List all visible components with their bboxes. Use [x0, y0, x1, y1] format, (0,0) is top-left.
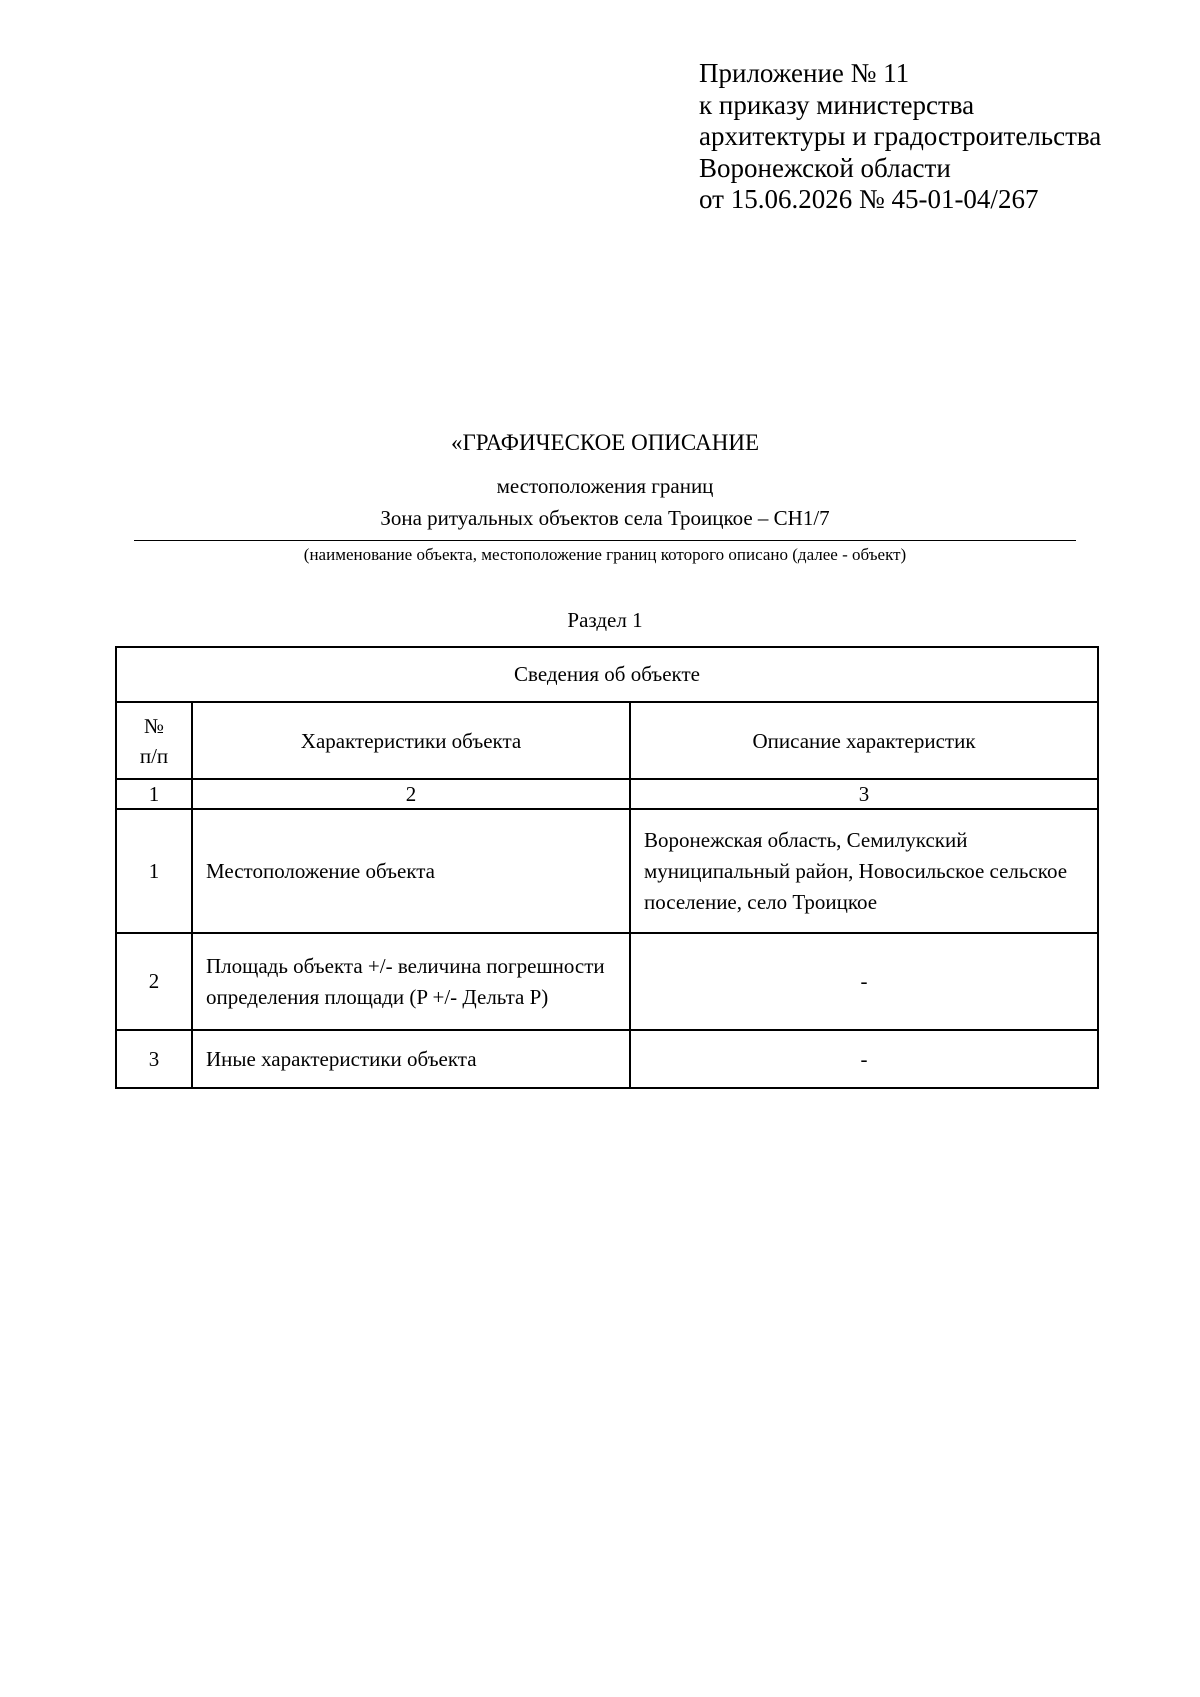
appendix-line: Воронежской области: [699, 152, 951, 183]
column-number: 1: [116, 779, 192, 809]
column-header-number: № п/п: [116, 702, 192, 779]
row-number: 2: [116, 933, 192, 1030]
table-row: [116, 933, 1098, 1030]
document-subtitle: местоположения границ: [496, 474, 714, 498]
table-row: [116, 1030, 1098, 1088]
table-row: [116, 809, 1098, 933]
column-number: 3: [630, 779, 1098, 809]
table-heading: Сведения об объекте: [116, 647, 1098, 702]
appendix-header: [699, 58, 1101, 216]
table-heading-row: [116, 647, 1098, 702]
row-number: 1: [116, 809, 192, 933]
appendix-line: от 15.06.2026 № 45-01-04/267: [699, 184, 1039, 214]
column-header-characteristic: Характеристики объекта: [192, 702, 630, 779]
object-name-underline: [134, 540, 1076, 541]
row-characteristic: Площадь объекта +/- величина погрешности определения площади (P +/- Дельта P): [192, 933, 630, 1030]
document-title: «ГРАФИЧЕСКОЕ ОПИСАНИЕ: [450, 430, 759, 455]
table-header-row: [116, 702, 1098, 779]
row-characteristic: Иные характеристики объекта: [192, 1030, 630, 1088]
column-header-description: Описание характеристик: [630, 702, 1098, 779]
row-description: -: [630, 1030, 1098, 1088]
row-description: Воронежская область, Семилукский муниципальный район, Новосильское сельское поселение, село Троицкое: [630, 809, 1098, 933]
appendix-line: архитектуры и градостроительства: [699, 121, 1102, 151]
row-description: -: [630, 933, 1098, 1030]
object-name: Зона ритуальных объектов села Троицкое – СН1/7: [380, 506, 830, 530]
column-number: 2: [192, 779, 630, 809]
object-info-table: [115, 646, 1099, 1089]
object-caption: (наименование объекта, местоположение границ которого описано (далее - объект): [303, 545, 907, 564]
row-number: 3: [116, 1030, 192, 1088]
appendix-line: к приказу министерства: [699, 89, 975, 120]
table-column-numbers-row: [116, 779, 1098, 809]
appendix-line: Приложение № 11: [699, 58, 910, 88]
section-title: Раздел 1: [567, 608, 643, 632]
row-characteristic: Местоположение объекта: [192, 809, 630, 933]
